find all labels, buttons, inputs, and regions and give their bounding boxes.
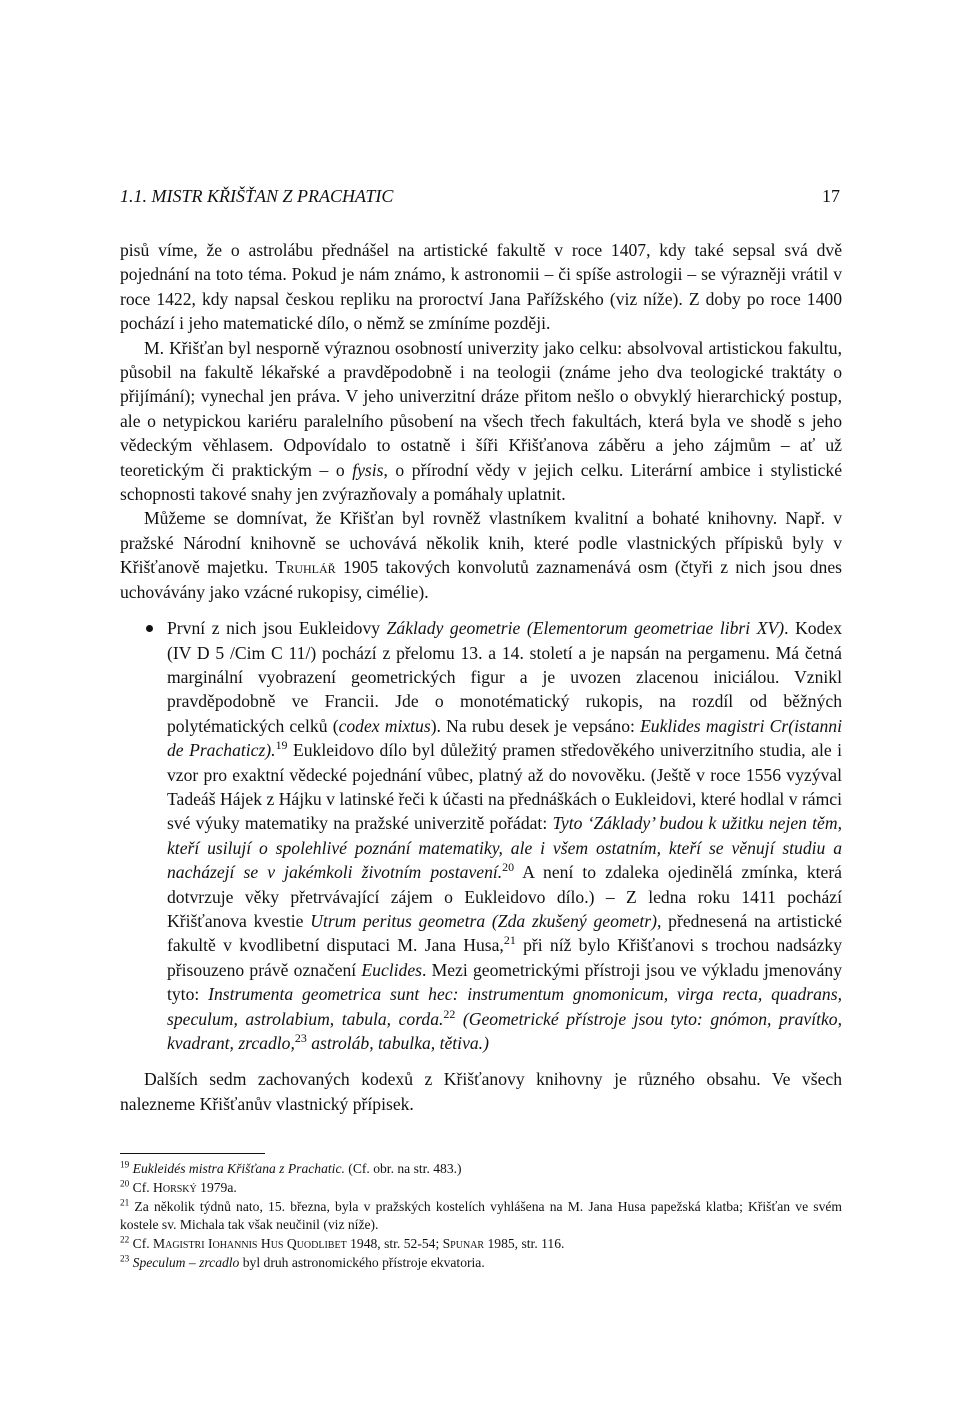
footnote-author: Spunar <box>442 1236 485 1252</box>
bullet-text <box>167 616 842 1055</box>
italic-term: fysis <box>352 459 384 480</box>
main-text <box>120 238 842 1116</box>
footnote-author: Horský <box>153 1179 197 1195</box>
footnote-text: 1985, str. 116. <box>484 1236 565 1252</box>
footnote-text: 1948, str. 52-54; <box>346 1236 443 1252</box>
text-run: . Kodex (IV D 5 /Cim C 11/) pochází z přelomu 13. a 14. století a je napsán na pergamenu. Má četná marginální vyobrazení geometrických figur a je uvozen zlacenou iniciálou. Vznikl pravděpodobně ve Francii. Jde o monotématický rukopis, na rozdíl od běžných polytématických celků ( <box>167 618 842 736</box>
footnote-ref: 22 <box>443 1006 456 1021</box>
italic-quote: Instrumenta geometrica sunt hec: instrumentum gnomonicum, virga recta, quadrans, speculum, astrolabium, tabula, corda. <box>167 984 842 1029</box>
paragraph-text: 1905 takových konvolutů zaznamenává osm (čtyři z nich jsou dnes uchovávány jako vzácné rukopisy, cimélie). <box>120 557 842 602</box>
bullet-item <box>120 616 842 1055</box>
paragraph <box>120 238 842 336</box>
footnote <box>120 1179 842 1198</box>
italic-quote: (Geometrické přístroje jsou tyto: gnómon, pravítko, kvadrant, zrcadlo, <box>167 1008 842 1053</box>
footnote-text: Cf. <box>132 1179 154 1195</box>
italic-term: codex mixtus <box>338 715 431 736</box>
paragraph-text: pisů víme, že o astrolábu přednášel na artistické fakultě v roce 1407, kdy také sepsal svá dvě pojednání na toto téma. Pokud je nám známo, k astronomii – či spíše astrologii – se výrazněji vrátil v roce 1422, kdy napsal českou repliku na proroctví Jana Pařížského (viz níže). Z doby po roce 1400 pochází i jeho matematické dílo, o němž se zmíníme později. <box>120 240 842 334</box>
footnote-rule <box>120 1153 265 1154</box>
footnote-text: Za několik týdnů nato, 15. března, byla v pražských kostelích vyhlášena na M. Jana Husa papežská klatba; Křišťan ve svém kostele sv. Michala tak však neučinil (viz níže). <box>120 1198 842 1233</box>
text-run: , přednesená na artistické fakultě v kvodlibetní disputaci M. Jana Husa, <box>167 910 842 956</box>
running-head <box>120 186 840 207</box>
bullet-icon <box>146 625 153 632</box>
footnote-number: 21 <box>120 1197 130 1208</box>
footnote-italic: Speculum – zrcadlo <box>132 1254 240 1270</box>
footnote-text: (Cf. obr. na str. 483.) <box>344 1161 462 1176</box>
footnote-number: 19 <box>120 1159 130 1170</box>
footnote-number: 22 <box>120 1234 130 1245</box>
italic-title: Utrum peritus geometra (Zda zkušený geometr) <box>310 910 657 931</box>
author-citation: Truhlář <box>275 557 336 578</box>
text-run: při níž bylo Křišťanovi s trochou nadsázky přisouzeno právě označení <box>167 935 843 980</box>
footnote <box>120 1235 842 1254</box>
footnote-text: 1979a. <box>196 1179 237 1195</box>
text-run: Eukleidovo dílo byl důležitý pramen středověkého univerzitního studia, ale i vzor pro exaktní vědecké pojednání vůbec, platný až do novověku. (Ještě v roce 1556 vyzýval Tadeáš Hájek z Hájku v latinské řeči k účasti na přednáškách o Eukleidovi, které hodlal v rámci své výuky matematiky na pražské univerzitě pořádat: <box>167 740 842 834</box>
footnote-number: 20 <box>120 1178 130 1189</box>
paragraph-text: Můžeme se domnívat, že Křišťan byl rovněž vlastníkem kvalitní a bohaté knihovny. Např. v pražské Národní knihovně se uchovává několik knih, které podle vlastnických přípisků byly v Křišťanově majetku. <box>120 508 842 578</box>
footnote-number: 23 <box>120 1253 130 1264</box>
footnote-italic: Eukleidés mistra Křišťana z Prachatic. <box>132 1161 345 1176</box>
text-run: . Mezi geometrickými přístroji jsou ve výkladu jmenovány tyto: <box>167 959 842 1005</box>
footnote <box>120 1198 842 1236</box>
footnote-ref: 23 <box>294 1031 307 1046</box>
italic-title: Základy geometrie (Elementorum geometriae libri XV) <box>386 618 785 639</box>
section-title: 1.1. MISTR KŘIŠŤAN Z PRACHATIC <box>120 186 394 206</box>
text-run: A není to zdaleka ojedinělá zmínka, která dotvrzuje věky přetrvávající zájem o Eukleidovo dílo.) – Z ledna roku 1411 pochází Křišťanova kvestie <box>167 862 842 931</box>
italic-quote: astroláb, tabulka, tětiva.) <box>306 1033 489 1053</box>
paragraph <box>120 336 842 507</box>
italic-term: Euclides <box>361 959 422 980</box>
text-run: ). Na rubu desek je vepsáno: <box>430 715 641 736</box>
text-run: První z nich jsou Eukleidovy <box>167 618 387 639</box>
paragraph <box>120 1067 842 1116</box>
paragraph <box>120 506 842 604</box>
paragraph-text: Dalších sedm zachovaných kodexů z Křišťanovy knihovny je různého obsahu. Ve všech nalezneme Křišťanův vlastnický přípisek. <box>120 1069 842 1114</box>
footnote-text: Cf. <box>132 1236 154 1252</box>
footnote-ref: 21 <box>503 933 516 948</box>
footnote-ref: 20 <box>502 860 515 875</box>
footnotes <box>120 1160 842 1273</box>
paragraph-text: M. Křišťan byl nesporně výraznou osobností univerzity jako celku: absolvoval artistickou fakultu, působil na fakultě lékařské a pravděpodobně i na teologii (známe jeho dva teologické traktáty o přijímání); vynechal jen práva. V jeho univerzitní dráze přitom nešlo o obvyklý hierarchický postup, ale o netypickou kariéru paralelního působení na všech třech fakultách, která byla ve shodě s jeho vědeckým věhlasem. Odpovídalo to ostatně i šíři Křišťanova záběru a jeho zájmům – ať už teoretickým či praktickým – o <box>120 337 842 480</box>
footnote-author: Magistri Iohannis Hus Quodlibet <box>153 1236 347 1252</box>
paragraph-text: , o přírodní vědy v jejich celku. Literární ambice i stylistické schopnosti takové snahy jen zvýrazňovaly a pomáhaly uplatnit. <box>120 459 843 505</box>
footnote <box>120 1160 842 1179</box>
italic-quote: Tyto ‘Základy’ budou k užitku nejen těm, kteří usilují o spolehlivé poznání matematiky, ale i všem ostatním, kteří se věnují studiu a nacházejí se v jakémkoli životním postavení. <box>167 813 842 883</box>
footnote-text: byl druh astronomického přístroje ekvatoria. <box>239 1254 485 1270</box>
italic-inscription: Euklides magistri Cr(istanni de Prachaticz). <box>167 715 842 761</box>
footnote-ref: 19 <box>275 738 288 753</box>
footnote <box>120 1254 842 1273</box>
page-number: 17 <box>822 186 840 206</box>
